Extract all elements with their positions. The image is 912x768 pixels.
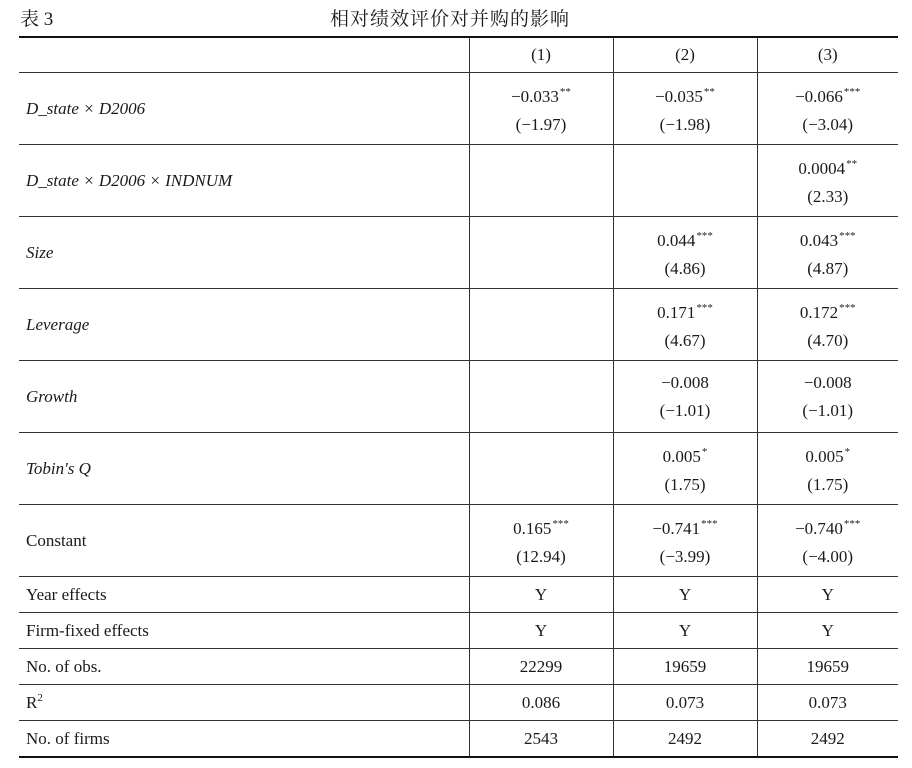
summary-value: 0.073 (613, 685, 757, 721)
summary-row (19, 649, 898, 685)
summary-label (19, 685, 469, 721)
coefficient (614, 222, 757, 255)
coefficient-value: 0.005 (662, 447, 701, 466)
coef-cell (469, 433, 613, 505)
coef-cell (757, 433, 898, 505)
t-statistic: (−1.97) (515, 115, 567, 134)
summary-value: 0.073 (757, 685, 898, 721)
significance-stars: *** (701, 518, 718, 530)
coef-row (19, 505, 898, 577)
t-statistic: (−4.00) (802, 547, 854, 566)
coefficient-value: −0.008 (661, 372, 709, 392)
summary-value: 2492 (757, 721, 898, 758)
coef-row (19, 361, 898, 433)
significance-stars: *** (839, 230, 856, 242)
coefficient (614, 510, 757, 543)
variable-name: Growth (19, 361, 469, 433)
coefficient-value: −0.741 (652, 519, 701, 538)
table-title: 相对绩效评价对并购的影响 (330, 9, 571, 30)
summary-value: Y (757, 613, 898, 649)
summary-value: 19659 (613, 649, 757, 685)
coefficient-value: 0.172 (799, 303, 839, 322)
significance-stars: ** (846, 158, 858, 170)
coefficient (758, 150, 899, 183)
summary-label-text: Year effects (26, 584, 107, 604)
coef-row (19, 289, 898, 361)
coef-cell (613, 73, 757, 145)
summary-label-text: No. of obs. (26, 656, 102, 676)
variable-name: D_state × D2006 (19, 73, 469, 145)
coef-cell (469, 361, 613, 433)
coefficient (758, 369, 899, 397)
t-statistic: (2.33) (807, 187, 849, 206)
t-statistic: (4.67) (664, 331, 706, 350)
coef-cell (757, 73, 898, 145)
coef-row (19, 73, 898, 145)
significance-stars: *** (552, 518, 569, 530)
coef-cell (613, 361, 757, 433)
summary-value: Y (613, 577, 757, 613)
regression-table (19, 36, 898, 758)
coefficient-value: −0.066 (795, 87, 843, 106)
coef-row (19, 145, 898, 217)
coef-row (19, 433, 898, 505)
t-statistic: (4.87) (807, 259, 849, 278)
summary-label (19, 613, 469, 649)
coefficient (470, 78, 613, 111)
summary-row (19, 721, 898, 758)
coef-row (19, 217, 898, 289)
summary-label-text: No. of firms (26, 728, 110, 748)
coefficient-value: 0.005 (805, 447, 844, 466)
summary-row (19, 577, 898, 613)
coefficient (614, 78, 757, 111)
header-model-2: (2) (613, 37, 757, 73)
t-statistic: (1.75) (807, 475, 849, 494)
coefficient (758, 294, 899, 327)
significance-stars: *** (843, 86, 861, 98)
summary-row (19, 685, 898, 721)
coefficient (758, 222, 899, 255)
coef-cell (757, 145, 898, 217)
significance-stars: ** (703, 86, 715, 98)
coef-cell (613, 433, 757, 505)
t-statistic: (−1.01) (802, 400, 854, 420)
coef-cell (757, 289, 898, 361)
variable-name: Tobin's Q (19, 433, 469, 505)
summary-label (19, 577, 469, 613)
variable-name: Constant (19, 505, 469, 577)
summary-value: 19659 (757, 649, 898, 685)
summary-label-text: R (26, 693, 38, 712)
t-statistic: (12.94) (516, 547, 566, 566)
superscript: 2 (37, 692, 43, 704)
coef-cell (469, 289, 613, 361)
coefficient (758, 510, 899, 543)
coefficient-value: −0.740 (795, 519, 843, 538)
table-body (19, 73, 898, 758)
t-statistic: (−1.98) (659, 115, 711, 134)
table-caption (20, 4, 900, 30)
coefficient (758, 438, 899, 471)
summary-label-text: Firm-fixed effects (26, 620, 149, 640)
header-row (19, 37, 898, 73)
coefficient-value: −0.035 (655, 87, 703, 106)
coefficient-value: 0.171 (657, 303, 696, 322)
coef-cell (469, 217, 613, 289)
coefficient (614, 438, 757, 471)
t-statistic: (−3.04) (802, 115, 854, 134)
coef-cell (469, 505, 613, 577)
coef-cell (613, 145, 757, 217)
header-model-3: (3) (757, 37, 898, 73)
summary-label (19, 649, 469, 685)
summary-value: 0.086 (469, 685, 613, 721)
significance-stars: *** (696, 302, 713, 314)
coefficient-value: −0.033 (511, 87, 559, 106)
table-label: 表 3 (20, 9, 54, 30)
coefficient-value: 0.044 (657, 231, 696, 250)
coef-cell (613, 217, 757, 289)
summary-value: 22299 (469, 649, 613, 685)
coefficient (470, 510, 613, 543)
t-statistic: (1.75) (664, 475, 706, 494)
t-statistic: (−1.01) (659, 400, 711, 420)
summary-label (19, 721, 469, 758)
summary-value: Y (469, 613, 613, 649)
header-model-1: (1) (469, 37, 613, 73)
significance-stars: *** (696, 230, 713, 242)
coef-cell (469, 145, 613, 217)
significance-stars: *** (839, 302, 856, 314)
variable-name: D_state × D2006 × INDNUM (19, 145, 469, 217)
coefficient-value: 0.043 (799, 231, 839, 250)
t-statistic: (4.86) (664, 259, 706, 278)
coef-cell (757, 505, 898, 577)
summary-row (19, 613, 898, 649)
coefficient (758, 78, 899, 111)
significance-stars: * (844, 446, 851, 458)
summary-value: 2543 (469, 721, 613, 758)
coefficient-value: 0.0004 (798, 159, 846, 178)
significance-stars: ** (559, 86, 571, 98)
summary-value: Y (613, 613, 757, 649)
coefficient (614, 294, 757, 327)
coef-cell (757, 361, 898, 433)
summary-value: Y (757, 577, 898, 613)
summary-value: Y (469, 577, 613, 613)
summary-value: 2492 (613, 721, 757, 758)
coefficient-value: 0.165 (513, 519, 552, 538)
coef-cell (613, 505, 757, 577)
t-statistic: (4.70) (807, 331, 849, 350)
significance-stars: * (701, 446, 708, 458)
coefficient-value: −0.008 (803, 372, 852, 392)
coef-cell (469, 73, 613, 145)
coefficient (614, 369, 757, 397)
variable-name: Leverage (19, 289, 469, 361)
coef-cell (613, 289, 757, 361)
header-blank (19, 37, 469, 73)
t-statistic: (−3.99) (659, 547, 711, 566)
significance-stars: *** (843, 518, 861, 530)
coef-cell (757, 217, 898, 289)
variable-name: Size (19, 217, 469, 289)
